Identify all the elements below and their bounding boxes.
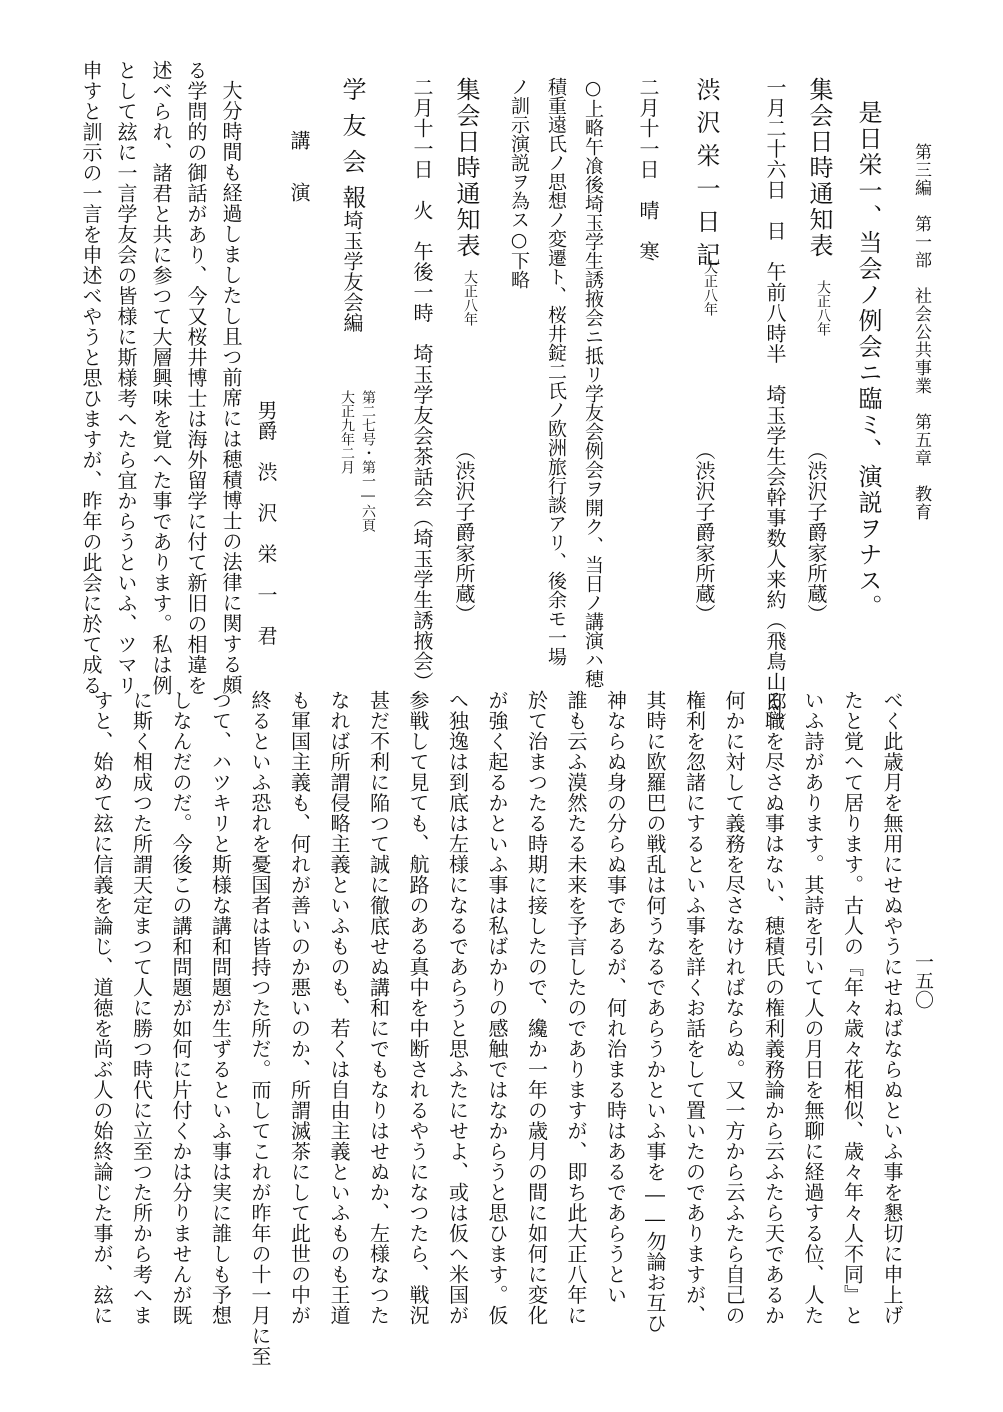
doc2-date: 二月十一日 晴 寒 xyxy=(636,77,660,262)
bottom-text-line: も軍国主義も、何れが善いのか悪いのか、所謂滅茶にして此世の中が xyxy=(287,690,312,1326)
bottom-text-line: すと、始めて玆に信義を論じ、道徳を尚ぶ人の始終論じた事が、玆に xyxy=(90,690,114,1326)
bottom-text-line: しなんだのだ。今後この講和問題が如何に片付くかは分りませんが既 xyxy=(169,690,193,1326)
doc1-entry: 一月二十六日 日 午前八時半 埼玉学生会幹事数人来約（飛鳥山邸） xyxy=(763,77,787,733)
doc4-speaker: 男爵 渋 沢 栄 一 君 xyxy=(254,400,278,646)
page-number: 一五〇 xyxy=(912,952,934,1009)
bottom-text-line: いふ詩があります。其詩を引いて人の月日を無聊に経過する位、人た xyxy=(801,690,825,1326)
bottom-text-line: 神ならぬ身の分らぬ事であるが、何れ治まる時はあるであらうとい xyxy=(603,690,628,1305)
doc2-line-2: 積重遠氏ノ思想ノ変遷ト、桜井錠二氏ノ欧洲旅行談アリ、後余モ一場 xyxy=(545,77,567,666)
bottom-text-line: 終るといふ恐れを憂国者は皆持つた所だ。而してこれが昨年の十一月に至 xyxy=(248,690,272,1367)
doc4-title: 学友会報 xyxy=(338,77,366,221)
doc4-issue: 第二七号・第一―六頁 xyxy=(360,390,376,532)
doc4-line-5: 申すと訓示の一言を申述べやうと思ひますが、昨年の此会に於て成る xyxy=(79,60,103,696)
doc2-source: （渋沢子爵家所蔵） xyxy=(692,440,716,625)
bottom-text-line: 誰も云ふ漠然たる未来を予言したのでありますが、即ち此大正八年に xyxy=(564,690,588,1326)
doc3-source: （渋沢子爵家所蔵） xyxy=(452,440,476,625)
doc2-title: 渋沢栄一日記 xyxy=(692,77,720,275)
running-head: 第三編 第一部 社会公共事業 第五章 教育 xyxy=(911,143,931,521)
bottom-text-line: へ独逸は到底は左様になるであらうと思ふたにせよ、或は仮へ米国が xyxy=(445,690,470,1326)
bottom-text-line: 何かに対して義務を尽さなければならぬ。又一方から云ふたら自己の xyxy=(722,690,746,1326)
doc4-line-1: 大分時間も経過しましたし且つ前席には穂積博士の法律に関する頗 xyxy=(219,80,243,695)
doc1-source: （渋沢子爵家所蔵） xyxy=(804,440,828,625)
doc1-title: 集会日時通知表 xyxy=(805,77,833,259)
doc2-year: 大正八年 xyxy=(702,260,718,316)
doc4-line-4: として玆に一言学友会の皆様に斯様考へたら宜からうといふ、ツマリ xyxy=(114,60,138,696)
bottom-text-line: たと覚へて居ります。古人の『年々歳々花相似、歳々年々人不同』と xyxy=(840,690,865,1326)
doc3-year: 大正八年 xyxy=(462,270,478,326)
doc4-line-3: 述べられ、諸君と共に参つて大層興味を覚へた事であります。私は例 xyxy=(149,60,173,696)
bottom-text-line: 権利を忽諸にするといふ事を詳くお話をして置いたのでありますが、 xyxy=(682,690,707,1326)
bottom-text-line: なれば所謂侵略主義といふものも、若くは自由主義といふものも王道 xyxy=(327,690,351,1326)
doc2-line-1: ○上略午飡後埼玉学生誘掖会ニ抵リ学友会例会ヲ開ク、当日ノ講演ハ穂 xyxy=(582,77,604,688)
bottom-text-line: る職を尽さぬ事はない、穂積氏の権利義務論から云ふたら天であるか xyxy=(761,690,786,1326)
doc4-editor: 埼玉学友会編 xyxy=(340,210,364,333)
bottom-text-line: が強く起るかといふ事は私ばかりの感触ではなからうと思ひます。仮 xyxy=(485,690,509,1326)
bottom-text-line: 於て治まつたる時期に接したので、纔か一年の歳月の間に如何に変化 xyxy=(524,690,549,1326)
doc4-line-2: る学問的の御話があり、今又桜井博士は海外留学に付て新旧の相違を xyxy=(184,60,208,696)
bottom-text-line: 甚だ不利に陥つて誠に徹底せぬ講和にでもなりはせぬか、左様なつた xyxy=(366,690,391,1326)
bottom-text-line: に斯く相成つた所謂天定まつて人に勝つ時代に立至つた所から考へま xyxy=(129,690,154,1326)
doc4-issue-date: 大正九年二月 xyxy=(339,390,355,474)
bottom-text-line: 其時に欧羅巴の戦乱は何うなるであらうかといふ事を――勿論お互ひ xyxy=(643,690,667,1334)
doc2-line-3: ノ訓示演説ヲ為ス○下略 xyxy=(508,77,530,289)
bottom-text-line: 参戦して見ても、航路のある真中を中断されるやうになつたら、戦況 xyxy=(406,690,430,1326)
bottom-text-line: つて、ハツキリと斯様な講和問題が生ずるといふ事は実に誰しも予想 xyxy=(208,690,233,1326)
doc3-entry: 二月十一日 火 午後一時 埼玉学友会茶話会（埼玉学生誘掖会） xyxy=(410,77,434,692)
bottom-text-line: べく此歳月を無用にせぬやうにせねばならぬといふ事を懇切に申上げ xyxy=(880,690,904,1326)
doc1-year: 大正八年 xyxy=(815,280,831,336)
doc4-section: 講 演 xyxy=(287,130,311,208)
doc3-title: 集会日時通知表 xyxy=(452,77,480,259)
lead-sentence: 是日栄一、当会ノ例会ニ臨ミ、演説ヲナス。 xyxy=(854,100,882,620)
